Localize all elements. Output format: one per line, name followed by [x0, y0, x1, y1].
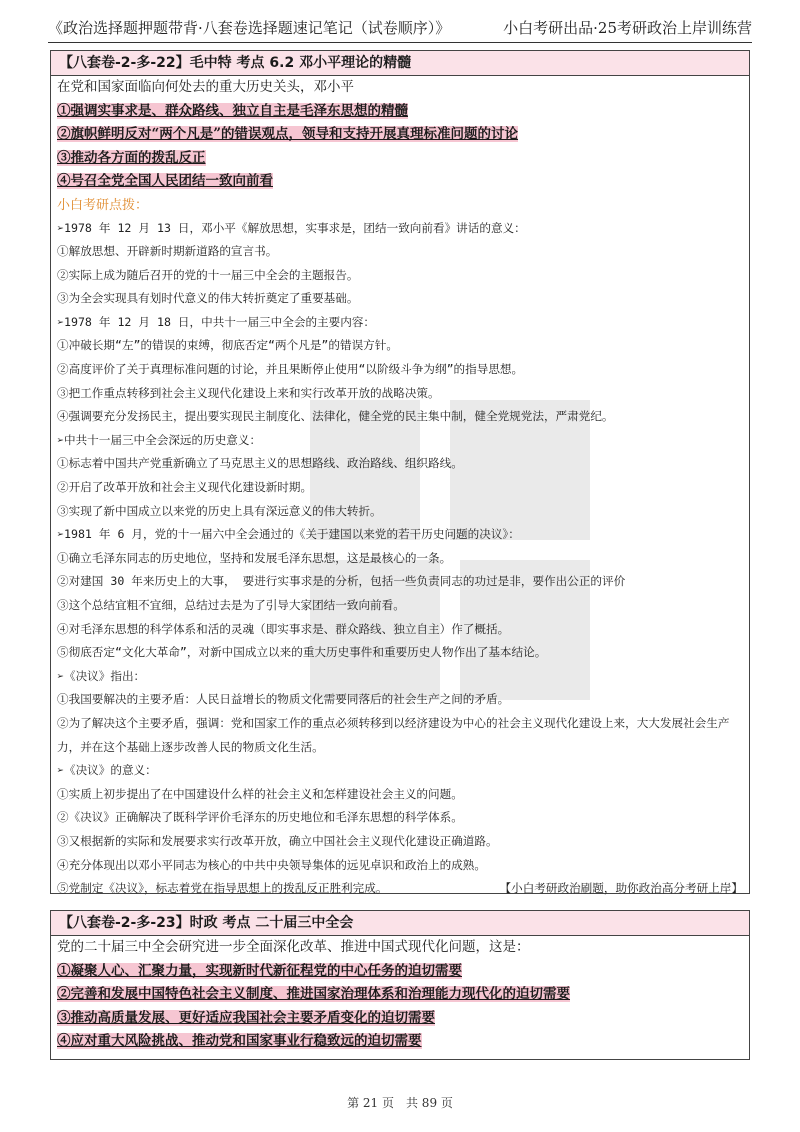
option-2 — [51, 123, 749, 147]
tip-text: ⑤党制定《决议》，标志着党在指导思想上的拨乱反正胜利完成。 — [57, 881, 388, 896]
tip-line: ➢《决议》的意义： — [57, 763, 157, 778]
option-text: ①凝聚人心、汇聚力量，实现新时代新征程党的中心任务的迫切需要 — [57, 962, 462, 979]
option-1 — [51, 960, 749, 984]
option-4 — [51, 1030, 749, 1054]
tip-line: ③又根据新的实际和发展要求实行改革开放，确立中国社会主义现代化建设正确道路。 — [57, 833, 498, 848]
option-text: ③推动各方面的拨乱反正 — [57, 149, 206, 166]
tip-line: ④对毛泽东思想的科学体系和活的灵魂（即实事求是、群众路线、独立自主）作了概括。 — [57, 621, 510, 636]
tip-line: ➢中共十一届三中全会深远的历史意义： — [57, 432, 262, 447]
tip-line: ①确立毛泽东同志的历史地位，坚持和发展毛泽东思想，这是最核心的一条。 — [57, 550, 452, 565]
tip-line: ②对建国 30 年来历史上的大事， 要进行实事求是的分析，包括一些负责同志的功过是非，要作出公正的评价 — [57, 574, 626, 589]
option-3 — [51, 147, 749, 171]
page-number: 第 21 页 共 89 页 — [347, 1096, 453, 1110]
tip-line: ①我国要解决的主要矛盾：人民日益增长的物质文化需要同落后的社会生产之间的矛盾。 — [57, 692, 510, 707]
option-text: ②完善和发展中国特色社会主义制度、推进国家治理体系和治理能力现代化的迫切需要 — [57, 986, 570, 1002]
tip-line: ④充分体现出以邓小平同志为核心的中共中央领导集体的远见卓识和政治上的成熟。 — [57, 857, 486, 872]
option-2 — [51, 983, 749, 1007]
question-stem: 党的二十届三中全会研究进一步全面深化改革、推进中国式现代化问题，这是： — [57, 939, 530, 955]
tips-heading: 小白考研点拨： — [57, 197, 149, 213]
option-text: ①强调实事求是、群众路线、独立自主是毛泽东思想的精髓 — [57, 102, 408, 119]
header-right-title: 小白考研出品·25考研政治上岸训练营 — [503, 18, 752, 37]
question-card-22 — [50, 50, 750, 894]
question-title: 【八套卷-2-多-23】时政 考点 二十届三中全会 — [51, 911, 749, 936]
tip-line: ③把工作重点转移到社会主义现代化建设上来和实行改革开放的战略决策。 — [57, 385, 440, 400]
tip-line — [51, 877, 749, 901]
tip-line: ➢1978 年 12 月 13 日，邓小平《解放思想，实事求是，团结一致向前看》讲话的意义： — [57, 220, 526, 235]
tip-line: ②《决议》正确解决了既科学评价毛泽东的历史地位和毛泽东思想的科学体系。 — [57, 810, 463, 825]
option-text: ②旗帜鲜明反对“两个凡是”的错误观点，领导和支持开展真理标准问题的讨论 — [57, 126, 519, 142]
tip-line: ①实质上初步提出了在中国建设什么样的社会主义和怎样建设社会主义的问题。 — [57, 786, 463, 801]
question-card-23 — [50, 910, 750, 1060]
tip-line: ➢1981 年 6 月，党的十一届六中全会通过的《关于建国以来党的若干历史问题的决议》： — [57, 527, 520, 542]
option-text: ④号召全党全国人民团结一致向前看 — [57, 173, 273, 189]
tip-line: ③为全会实现具有划时代意义的伟大转折奠定了重要基础。 — [57, 291, 359, 306]
promo-text: 【小白考研政治刷题，助你政治高分考研上岸】 — [499, 881, 743, 896]
option-1 — [51, 100, 749, 124]
tip-line: ⑤彻底否定“文化大革命”，对新中国成立以来的重大历史事件和重要历史人物作出了基本结论。 — [57, 645, 547, 660]
option-text: ③推动高质量发展、更好适应我国社会主要矛盾变化的迫切需要 — [57, 1009, 435, 1026]
tip-line: ②为了解决这个主要矛盾，强调：党和国家工作的重点必须转移到以经济建设为中心的社会主义现代化建设上来，大大发展社会生产力，并在这个基础上逐步改善人民的物质文化生活。 — [57, 715, 730, 754]
header-divider — [48, 42, 752, 43]
option-4 — [51, 170, 749, 194]
tip-line: ➢1978 年 12 月 18 日，中共十一届三中全会的主要内容： — [57, 314, 376, 329]
tip-line: ②开启了改革开放和社会主义现代化建设新时期。 — [57, 480, 313, 495]
tip-line: ③实现了新中国成立以来党的历史上具有深远意义的伟大转折。 — [57, 503, 382, 518]
tip-line: ①冲破长期“左”的错误的束缚，彻底否定“两个凡是”的错误方针。 — [57, 338, 398, 353]
tip-line: ④强调要充分发扬民主，提出要实现民主制度化、法律化，健全党的民主集中制，健全党规党法，严肃党纪。 — [57, 409, 614, 424]
tip-line: ①解放思想、开辟新时期新道路的宣言书。 — [57, 244, 278, 259]
tip-line: ②高度评价了关于真理标准问题的讨论，并且果断停止使用“以阶级斗争为纲”的指导思想。 — [57, 362, 524, 377]
option-text: ④应对重大风险挑战、推动党和国家事业行稳致远的迫切需要 — [57, 1033, 422, 1049]
question-stem: 在党和国家面临向何处去的重大历史关头，邓小平 — [57, 79, 354, 95]
header-left-title: 《政治选择题押题带背·八套卷选择题速记笔记（试卷顺序）》 — [48, 18, 451, 37]
question-title: 【八套卷-2-多-22】毛中特 考点 6.2 邓小平理论的精髓 — [51, 51, 749, 76]
page-header — [48, 14, 752, 40]
tip-line: ③这个总结宜粗不宜细，总结过去是为了引导大家团结一致向前看。 — [57, 598, 405, 612]
tip-line: ①标志着中国共产党重新确立了马克思主义的思想路线、政治路线、组织路线。 — [57, 456, 463, 471]
tip-line: ➢《决议》指出： — [57, 668, 146, 683]
tip-line: ②实际上成为随后召开的党的十一届三中全会的主题报告。 — [57, 267, 359, 282]
option-3 — [51, 1007, 749, 1031]
